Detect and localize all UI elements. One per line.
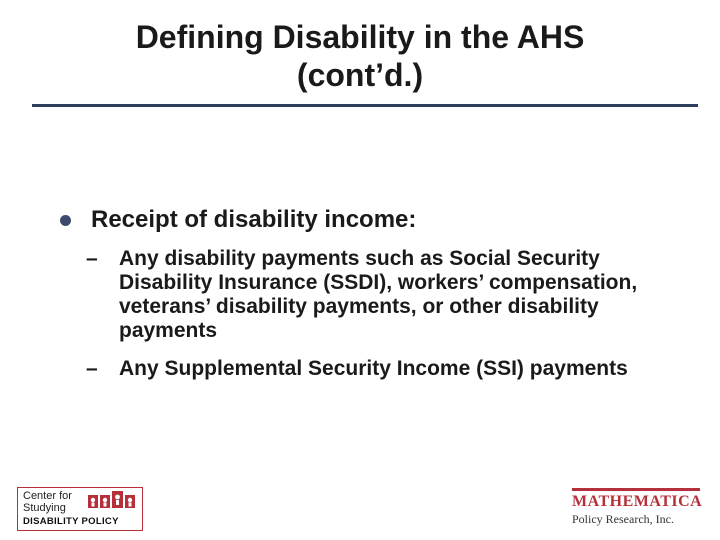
- mathematica-subtitle: Policy Research, Inc.: [572, 512, 674, 526]
- slide-title: [60, 18, 660, 94]
- people-icon: [88, 491, 138, 515]
- main-bullet: [60, 206, 416, 234]
- mathematica-logo: [572, 488, 703, 526]
- title-divider: [32, 104, 698, 107]
- title-line-1: Defining Disability in the AHS: [135, 19, 585, 55]
- dash-icon: –: [86, 247, 98, 270]
- bullet-dot-icon: [60, 215, 71, 226]
- logo-left-line-3: DISABILITY POLICY: [23, 516, 119, 527]
- sub-bullet-1-text: Any disability payments such as Social Security Disability Insurance (SSDI), workers’ compensation, veterans’ disability payments, or other disability payments: [119, 247, 638, 342]
- logo-left-line-2: Studying: [23, 502, 66, 514]
- sub-bullet-2: [86, 357, 686, 381]
- logo-left-line-1: Center for: [23, 490, 72, 502]
- sub-bullet-1: [86, 247, 686, 343]
- dash-icon: –: [86, 357, 98, 380]
- mathematica-brand: MATHEMATICA: [572, 493, 703, 510]
- title-line-2: (cont’d.): [296, 57, 424, 93]
- main-bullet-text: Receipt of disability income:: [91, 206, 417, 233]
- logo-bar: [572, 488, 700, 491]
- center-for-studying-disability-policy-logo: [17, 487, 143, 531]
- sub-bullet-2-text: Any Supplemental Security Income (SSI) payments: [119, 357, 628, 380]
